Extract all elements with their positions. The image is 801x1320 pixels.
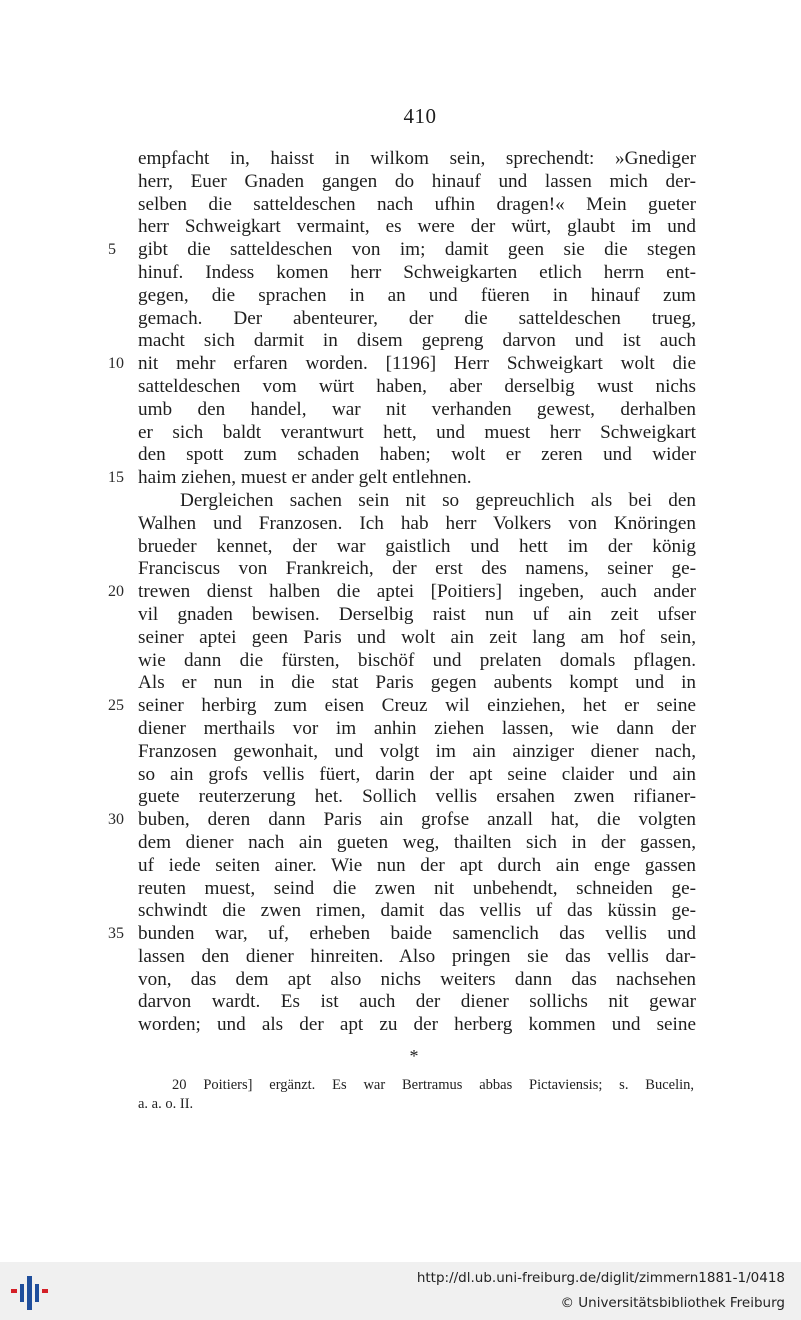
line-text: von, das dem apt also nichs weiters dann das nachsehen xyxy=(138,968,696,990)
line-text: Dergleichen sachen sein nit so gepreuchlich als bei den xyxy=(180,489,696,511)
line-number: 25 xyxy=(108,697,124,715)
text-line xyxy=(0,558,801,581)
text-line xyxy=(0,239,801,262)
line-text: darvon wardt. Es ist auch der diener sollichs nit gewar xyxy=(138,991,696,1013)
line-text: macht sich darmit in disem gepreng darvon und ist auch xyxy=(138,330,696,352)
line-text: schwindt die zwen rimen, damit das vellis uf das küssin ge- xyxy=(138,900,696,922)
line-text: selben die satteldeschen nach ufhin dragen!« Mein gueter xyxy=(138,193,696,215)
text-line xyxy=(0,969,801,992)
text-line xyxy=(0,741,801,764)
line-text: umb den handel, war nit verhanden gewest, derhalben xyxy=(138,398,696,420)
text-line xyxy=(0,923,801,946)
line-text: seiner herbirg zum eisen Creuz wil einziehen, het er seine xyxy=(138,695,696,717)
text-line xyxy=(0,171,801,194)
text-line xyxy=(0,786,801,809)
text-line xyxy=(0,353,801,376)
line-number: 10 xyxy=(108,355,124,373)
page-number: 410 xyxy=(403,104,437,128)
text-line xyxy=(0,330,801,353)
line-text: hinuf. Indess komen herr Schweigkarten etlich herrn ent- xyxy=(138,261,696,283)
line-text: Als er nun in die stat Paris gegen aubents kompt und in xyxy=(138,672,696,694)
line-number: 20 xyxy=(108,583,124,601)
main-text xyxy=(0,148,801,1037)
text-line xyxy=(0,513,801,536)
line-text: Franciscus von Frankreich, der erst des namens, seiner ge- xyxy=(138,558,696,580)
line-text: brueder kennet, der war gaistlich und hett im der könig xyxy=(138,535,696,557)
footnote xyxy=(138,1076,694,1114)
text-line xyxy=(0,285,801,308)
line-number: 30 xyxy=(108,811,124,829)
text-line xyxy=(0,216,801,239)
ub-freiburg-logo-icon[interactable] xyxy=(8,1270,52,1314)
line-text: bunden war, uf, erheben baide samenclich das vellis und xyxy=(138,923,696,945)
line-text: herr Schweigkart vermaint, es were der würt, glaubt im und xyxy=(138,216,696,238)
text-line xyxy=(0,695,801,718)
footer-bar xyxy=(0,1262,801,1320)
line-text: er sich baldt verantwurt hett, und muest herr Schweigkart xyxy=(138,421,696,443)
text-line xyxy=(0,399,801,422)
line-text: lassen den diener hinreiten. Also pringen sie das vellis dar- xyxy=(138,945,696,967)
line-text: uf iede seiten ainer. Wie nun der apt durch ain enge gassen xyxy=(138,854,696,876)
line-text: Franzosen gewonhait, und volgt im ain ainziger diener nach, xyxy=(138,740,696,762)
footnote-line-2: a. a. o. II. xyxy=(138,1096,194,1112)
line-text: dem diener nach ain gueten weg, thailten sich in der gassen, xyxy=(138,831,696,853)
text-line xyxy=(0,991,801,1014)
text-line xyxy=(0,262,801,285)
line-text: gemach. Der abenteurer, der die satteldeschen trueg, xyxy=(138,307,696,329)
text-line xyxy=(0,376,801,399)
text-line xyxy=(0,900,801,923)
line-text: gegen, die sprachen in an und füeren in hinauf zum xyxy=(138,284,696,306)
line-text: seiner aptei geen Paris und wolt ain zeit lang am hof sein, xyxy=(138,626,696,648)
text-line xyxy=(0,148,801,171)
line-text: worden; und als der apt zu der herberg kommen und seine xyxy=(138,1014,696,1036)
line-text: so ain grofs vellis füert, darin der apt seine claider und ain xyxy=(138,763,696,785)
text-line xyxy=(0,444,801,467)
text-line xyxy=(0,422,801,445)
text-line xyxy=(0,536,801,559)
line-text: herr, Euer Gnaden gangen do hinauf und lassen mich der- xyxy=(138,170,696,192)
footnote-line-1: 20 Poitiers] ergänzt. Es war Bertramus abbas Pictaviensis; s. Bucelin, xyxy=(172,1077,694,1093)
text-line xyxy=(0,672,801,695)
line-text: reuten muest, seind die zwen nit unbehendt, schneiden ge- xyxy=(138,877,696,899)
text-line xyxy=(0,1014,801,1037)
line-text: gibt die satteldeschen von im; damit geen sie die stegen xyxy=(138,239,696,261)
text-line xyxy=(0,809,801,832)
text-line xyxy=(0,946,801,969)
line-text: trewen dienst halben die aptei [Poitiers] ingeben, auch ander xyxy=(138,581,696,603)
line-text: wie dann die fürsten, bischöf und prelaten domals pflagen. xyxy=(138,649,696,671)
line-text: haim ziehen, muest er ander gelt entlehnen. xyxy=(138,467,472,489)
line-text: guete reuterzerung het. Sollich vellis ersahen zwen rifianer- xyxy=(138,786,696,808)
text-line xyxy=(0,467,801,490)
line-text: empfacht in, haisst in wilkom sein, sprechendt: »Gnediger xyxy=(138,148,696,169)
text-line xyxy=(0,627,801,650)
line-text: den spott zum schaden haben; wolt er zeren und wider xyxy=(138,444,696,466)
text-line xyxy=(0,308,801,331)
permalink-url[interactable]: http://dl.ub.uni-freiburg.de/diglit/zimmern1881-1/0418 xyxy=(416,1270,785,1286)
text-line xyxy=(0,650,801,673)
line-text: Walhen und Franzosen. Ich hab herr Volkers von Knöringen xyxy=(138,512,696,534)
text-line xyxy=(0,832,801,855)
text-line xyxy=(0,718,801,741)
line-number: 35 xyxy=(108,925,124,943)
line-text: nit mehr erfaren worden. [1196] Herr Schweigkart wolt die xyxy=(138,353,696,375)
footnote-separator: * xyxy=(409,1046,419,1066)
text-line xyxy=(0,604,801,627)
text-line xyxy=(0,194,801,217)
line-number: 5 xyxy=(108,241,116,259)
line-text: buben, deren dann Paris ain grofse anzall hat, die volgten xyxy=(138,809,696,831)
copyright-notice: © Universitätsbibliothek Freiburg xyxy=(560,1295,785,1311)
line-text: diener merthails vor im anhin ziehen lassen, wie dann der xyxy=(138,717,696,739)
line-text: vil gnaden bewisen. Derselbig raist nun uf ain zeit ufser xyxy=(138,603,696,625)
text-line xyxy=(0,764,801,787)
line-text: satteldeschen vom würt haben, aber derselbig wust nichs xyxy=(138,375,696,397)
text-line xyxy=(0,490,801,513)
text-line xyxy=(0,878,801,901)
line-number: 15 xyxy=(108,469,124,487)
text-line xyxy=(0,581,801,604)
text-line xyxy=(0,855,801,878)
